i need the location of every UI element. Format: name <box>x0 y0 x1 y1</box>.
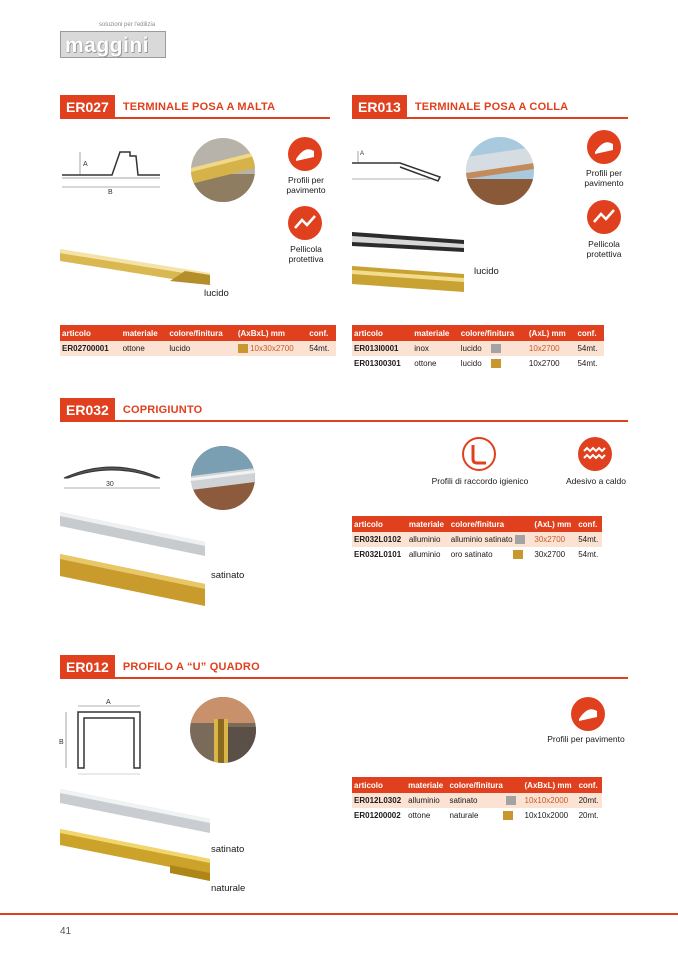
variant-label: lucido <box>474 266 499 277</box>
section-rule <box>60 420 628 422</box>
brand-tagline: soluzioni per l'edilizia <box>99 22 156 28</box>
dimensions: 30x2700 <box>534 550 566 559</box>
color-swatch <box>506 796 516 805</box>
material: alluminio <box>406 793 447 808</box>
dim-a: A <box>360 151 365 157</box>
col-finish: colore/finitura <box>449 516 533 532</box>
section-code: ER032 <box>60 398 115 422</box>
table-header-row <box>60 325 336 341</box>
col-article: articolo <box>352 777 406 793</box>
section-title: TERMINALE POSA A MALTA <box>122 101 276 113</box>
col-article: articolo <box>60 325 121 341</box>
pack: 20mt. <box>578 811 599 820</box>
brand-name: maggini <box>65 34 150 57</box>
material: ottone <box>408 811 431 820</box>
feature-label: Profili per pavimento <box>584 168 624 188</box>
variant-label: satinato <box>211 844 245 855</box>
finish: lucido <box>459 356 527 371</box>
dim-a: A <box>83 161 88 168</box>
footer-rule <box>0 913 678 915</box>
material: ottone <box>121 341 168 356</box>
material: ottone <box>414 359 437 368</box>
floor-profile-icon <box>587 130 621 164</box>
col-dims: (AxL) mm <box>527 325 576 341</box>
col-material: materiale <box>407 516 449 532</box>
er027-technical-drawing <box>60 140 165 195</box>
dimensions: 10x10x2000 <box>524 811 569 820</box>
feature-label: Profili di raccordo igienico <box>431 476 529 486</box>
material: inox <box>412 341 459 356</box>
finish: alluminio satinato <box>449 532 533 547</box>
feature-label: Profili per pavimento <box>547 734 625 744</box>
er012-technical-drawing <box>56 696 151 778</box>
er013-installation-photo <box>466 137 534 205</box>
article-code: ER032L0101 <box>354 550 402 559</box>
dim-a: A <box>106 699 111 706</box>
article-code: ER01200002 <box>354 811 401 820</box>
table-header-row <box>352 516 602 532</box>
section-code: ER027 <box>60 95 115 119</box>
col-pack: conf. <box>577 777 602 793</box>
table-row <box>352 532 602 547</box>
finish: oro satinato <box>449 547 533 562</box>
col-dims: (AxBxL) mm <box>523 777 577 793</box>
table-header-row <box>352 777 602 793</box>
article-code: ER01300301 <box>354 359 401 368</box>
dim-width: 30 <box>106 481 114 488</box>
col-article: articolo <box>352 325 412 341</box>
floor-profile-icon <box>571 697 605 731</box>
section-rule <box>60 117 330 119</box>
er032-product-table <box>352 516 602 562</box>
section-title: TERMINALE POSA A COLLA <box>414 101 569 113</box>
er012-installation-photo <box>190 697 256 763</box>
color-swatch <box>491 359 501 368</box>
variant-label: satinato <box>211 570 245 581</box>
col-finish: colore/finitura <box>167 325 236 341</box>
table-row <box>352 356 604 371</box>
section-header-er012 <box>60 655 260 679</box>
dimensions: 10x30x2700 <box>236 341 307 356</box>
dimensions: 30x2700 <box>532 532 576 547</box>
finish: lucido <box>167 341 236 356</box>
col-dims: (AxL) mm <box>532 516 576 532</box>
feature-label: Pellicola protettiva <box>288 244 324 264</box>
table-row <box>352 341 604 356</box>
section-code: ER012 <box>60 655 115 679</box>
material: alluminio <box>408 550 441 559</box>
color-swatch <box>513 550 523 559</box>
col-pack: conf. <box>307 325 336 341</box>
er013-product-table <box>352 325 604 371</box>
er032-installation-photo <box>191 446 255 510</box>
dimensions: 10x2700 <box>527 341 576 356</box>
material: alluminio <box>407 532 449 547</box>
variant-label: naturale <box>211 883 246 894</box>
feature-label: Profili per pavimento <box>286 175 326 195</box>
er027-product-table <box>60 325 336 356</box>
feature-label: Pellicola protettiva <box>586 239 622 259</box>
color-swatch <box>515 535 525 544</box>
pack: 54mt. <box>575 341 604 356</box>
section-title: PROFILO A “U” QUADRO <box>122 661 260 673</box>
floor-profile-icon <box>288 137 322 171</box>
protective-film-icon <box>288 206 322 240</box>
er032-technical-drawing <box>60 458 165 496</box>
dim-b: B <box>108 189 113 195</box>
section-code: ER013 <box>352 95 407 119</box>
col-dims: (AxBxL) mm <box>236 325 307 341</box>
col-pack: conf. <box>576 516 602 532</box>
finish: naturale <box>447 808 522 823</box>
page-number: 41 <box>60 926 72 937</box>
pack: 54mt. <box>578 550 599 559</box>
dim-b: B <box>59 739 64 746</box>
er012-product-table <box>352 777 602 823</box>
er013-product-image <box>352 228 464 298</box>
dimensions: 10x2700 <box>528 359 560 368</box>
table-row <box>352 547 602 562</box>
logo-box <box>60 31 166 58</box>
color-swatch <box>503 811 513 820</box>
col-article: articolo <box>352 516 407 532</box>
col-material: materiale <box>412 325 459 341</box>
section-rule <box>60 677 628 679</box>
section-header-er013 <box>352 95 568 119</box>
section-header-er032 <box>60 398 202 422</box>
section-header-er027 <box>60 95 275 119</box>
article-code: ER013I0001 <box>352 341 412 356</box>
er032-product-image <box>60 508 205 608</box>
article-code: ER012L0302 <box>352 793 406 808</box>
color-swatch <box>491 344 501 353</box>
color-swatch <box>238 344 248 353</box>
col-finish: colore/finitura <box>459 325 527 341</box>
er027-product-image <box>60 245 210 290</box>
er013-technical-drawing <box>350 145 450 195</box>
article-code: ER02700001 <box>60 341 121 356</box>
pack: 54mt. <box>307 341 336 356</box>
table-header-row <box>352 325 604 341</box>
section-rule <box>352 117 628 119</box>
col-pack: conf. <box>575 325 604 341</box>
hot-adhesive-icon <box>578 437 612 471</box>
section-title: COPRIGIUNTO <box>122 404 203 416</box>
pack: 54mt. <box>577 359 598 368</box>
article-code: ER032L0102 <box>352 532 407 547</box>
col-finish: colore/finitura <box>447 777 522 793</box>
er012-product-image <box>60 785 210 903</box>
er027-installation-photo <box>191 138 255 202</box>
pack: 20mt. <box>577 793 602 808</box>
feature-label: Adesivo a caldo <box>565 476 626 486</box>
table-row <box>60 341 336 356</box>
pack: 54mt. <box>576 532 602 547</box>
hygienic-connection-icon <box>462 437 496 471</box>
table-row <box>352 793 602 808</box>
finish: lucido <box>459 341 527 356</box>
col-material: materiale <box>121 325 168 341</box>
brand-logo <box>60 22 168 60</box>
protective-film-icon <box>587 200 621 234</box>
table-row <box>352 808 602 823</box>
dimensions: 10x10x2000 <box>523 793 577 808</box>
finish: satinato <box>447 793 522 808</box>
col-material: materiale <box>406 777 447 793</box>
variant-label: lucido <box>204 288 229 299</box>
